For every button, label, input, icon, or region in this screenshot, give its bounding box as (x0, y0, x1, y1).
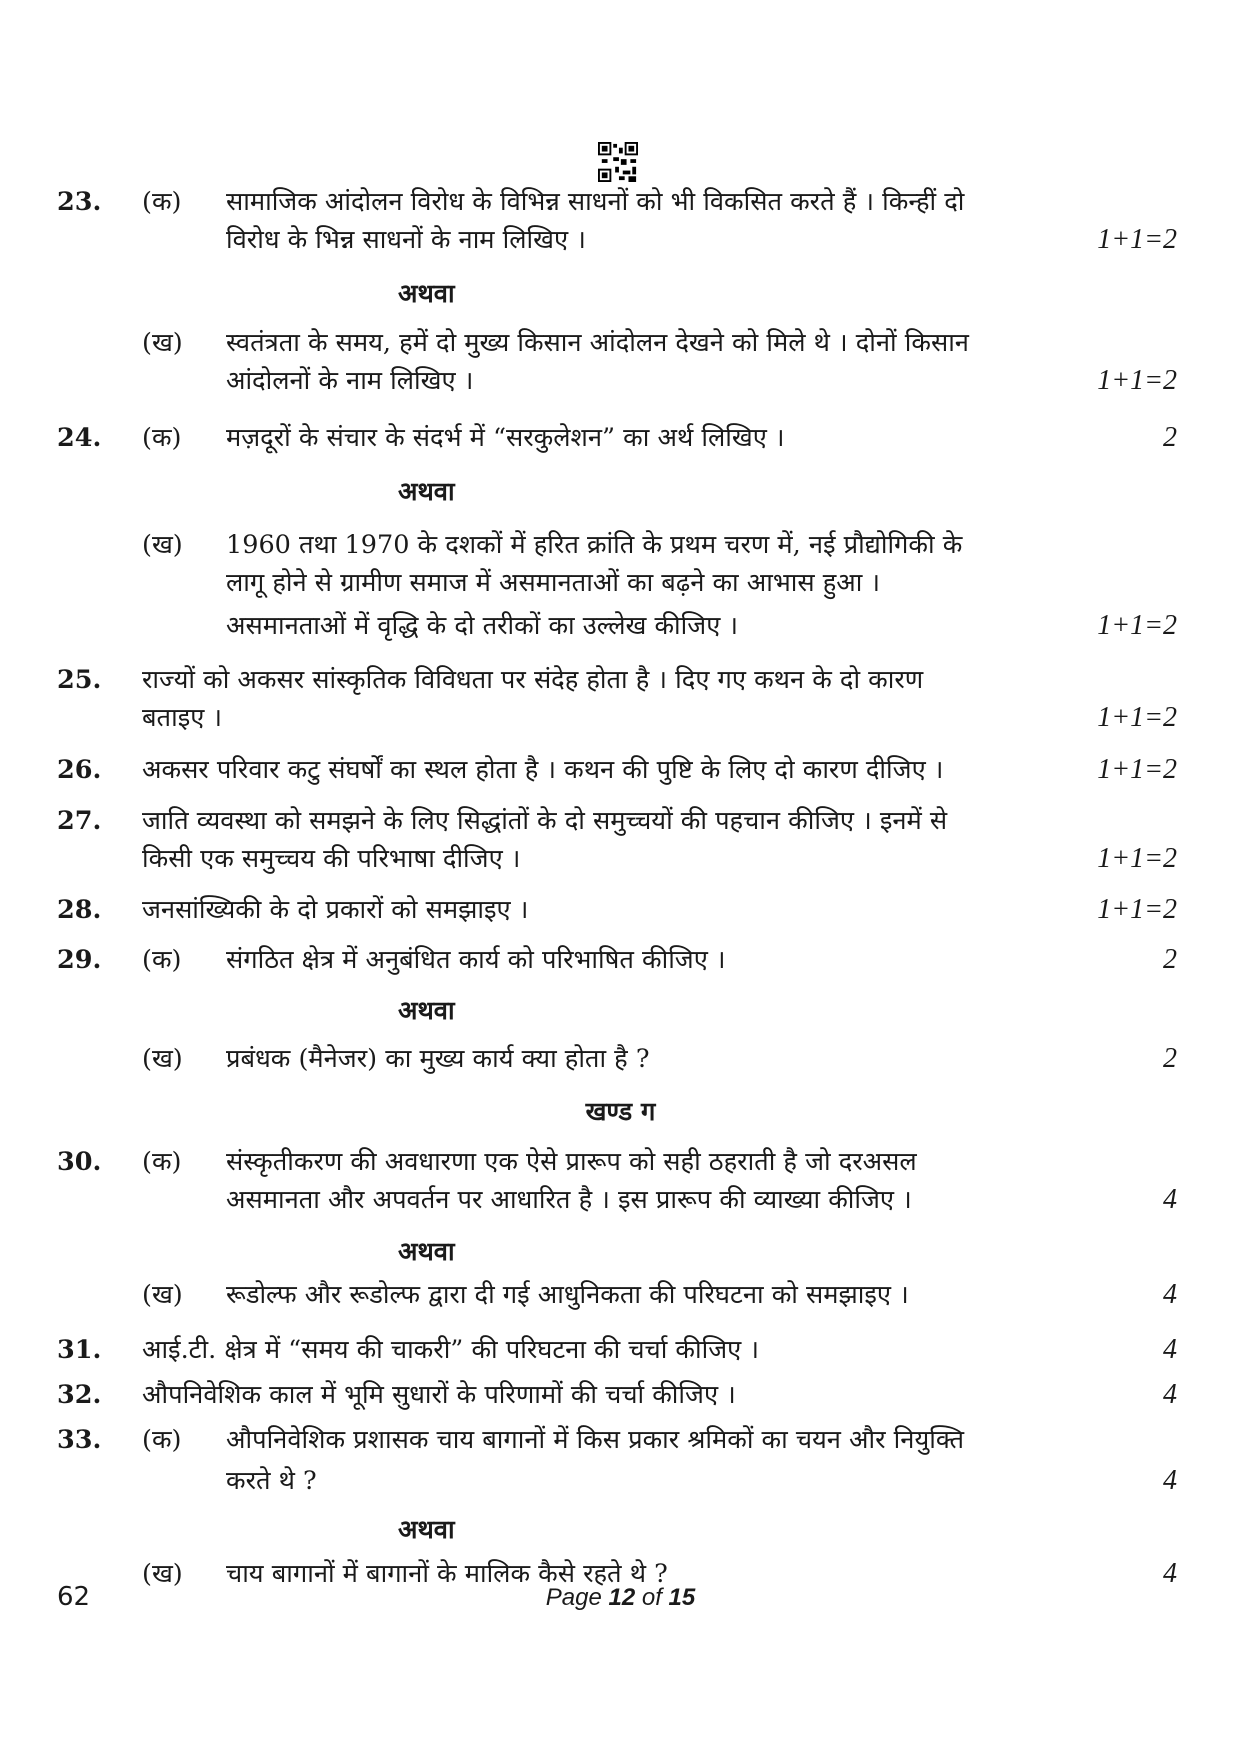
question-text: संस्कृतीकरण की अवधारणा एक ऐसे प्रारूप को सही ठहराती है जो दरअसल (226, 1147, 917, 1177)
question-text: जाति व्यवस्था को समझने के लिए सिद्धांतों के दो समुच्चयों की पहचान कीजिए । इनमें से (142, 806, 948, 836)
marks: 4 (1163, 1379, 1177, 1410)
question-number: 27. (57, 806, 102, 836)
marks: 1+1=2 (1097, 754, 1177, 785)
question-number: 28. (57, 895, 102, 925)
question-text: औपनिवेशिक काल में भूमि सुधारों के परिणामों की चर्चा कीजिए । (142, 1380, 736, 1410)
qr-code-icon (598, 142, 638, 182)
sub-label: (क) (142, 1425, 182, 1455)
marks: 4 (1163, 1465, 1177, 1496)
question-text: प्रबंधक (मैनेजर) का मुख्य कार्य क्या होता है ? (226, 1044, 650, 1074)
question-number: 25. (57, 665, 102, 695)
marks: 4 (1163, 1558, 1177, 1589)
question-text: लागू होने से ग्रामीण समाज में असमानताओं का बढ़ने का आभास हुआ । (226, 568, 881, 598)
marks: 1+1=2 (1097, 702, 1177, 733)
question-text: सामाजिक आंदोलन विरोध के विभिन्न साधनों को भी विकसित करते हैं । किन्हीं दो (226, 187, 965, 217)
question-number: 23. (57, 187, 102, 217)
marks: 1+1=2 (1097, 610, 1177, 641)
page-number (0, 1584, 1241, 1612)
question-text: मज़दूरों के संचार के संदर्भ में “सरकुलेशन” का अर्थ लिखिए । (226, 423, 785, 453)
marks: 4 (1163, 1184, 1177, 1215)
marks: 2 (1163, 422, 1177, 453)
question-number: 24. (57, 423, 102, 453)
marks: 1+1=2 (1097, 365, 1177, 396)
question-text: आंदोलनों के नाम लिखिए । (226, 366, 474, 396)
question-text: अकसर परिवार कटु संघर्षों का स्थल होता है । कथन की पुष्टि के लिए दो कारण दीजिए । (142, 755, 944, 785)
page-total: 15 (668, 1584, 696, 1611)
marks: 4 (1163, 1279, 1177, 1310)
page-of: of (635, 1584, 669, 1611)
question-text: बताइए । (142, 703, 223, 733)
question-text: स्वतंत्रता के समय, हमें दो मुख्य किसान आंदोलन देखने को मिले थे । दोनों किसान (226, 328, 969, 358)
sub-label: (ख) (142, 1044, 183, 1074)
question-number: 30. (57, 1147, 102, 1177)
sub-label: (ख) (142, 530, 183, 560)
sub-label: (ख) (142, 1559, 183, 1589)
marks: 1+1=2 (1097, 843, 1177, 874)
paper-code: 62 (57, 1582, 91, 1612)
sub-label: (क) (142, 423, 182, 453)
question-text: जनसांख्यिकी के दो प्रकारों को समझाइए । (142, 895, 529, 925)
question-text: औपनिवेशिक प्रशासक चाय बागानों में किस प्रकार श्रमिकों का चयन और नियुक्ति (226, 1425, 965, 1455)
sub-label: (ख) (142, 1280, 183, 1310)
question-text: असमानता और अपवर्तन पर आधारित है । इस प्रारूप की व्याख्या कीजिए । (226, 1185, 912, 1215)
marks: 1+1=2 (1097, 224, 1177, 255)
exam-page: 23. (क) सामाजिक आंदोलन विरोध के विभिन्न साधनों को भी विकसित करते हैं । किन्हीं दो विरोध के भिन्न साधनों के नाम लिखिए । 1+1=2 अथवा (ख) स्वतंत्रता के समय, हमें दो मुख्य किसान आंदोलन देखने को मिले थे । दोनों किसान आंदोलनों के नाम लिखिए । 1+1=2 24. (क) मज़दूरों के संचार के संदर्भ में “सरकुलेशन” का अर्थ लिखिए । 2 अथवा (ख) 1960 तथा 1970 के दशकों में हरित क्रांति के प्रथम चरण में, नई प्रौद्योगिकी के लागू होने से ग्रामीण समाज में असमानताओं का बढ़ने का आभास हुआ । असमानताओं में वृद्धि के दो तरीकों का उल्लेख कीजिए । 1+1=2 25. राज्यों को अकसर सांस्कृतिक विविधता पर संदेह होता है । दिए गए कथन के दो कारण बताइए । 1+1=2 26. अकसर परिवार कटु संघर्षों का स्थल होता है । कथन की पुष्टि के लिए दो कारण दीजिए । 1+1=2 27. जाति व्यवस्था को समझने के लिए सिद्धांतों के दो समुच्चयों की पहचान कीजिए । इनमें से किसी एक समुच्चय की परिभाषा दीजिए । 1+1=2 28. जनसांख्यिकी के दो प्रकारों को समझाइए । 1+1=2 29. (क) संगठित क्षेत्र में अनुबंधित कार्य को परिभाषित कीजिए । 2 अथवा (ख) प्रबंधक (मैनेजर) का मुख्य कार्य क्या होता है ? 2 खण्ड ग 30. (क) संस्कृतीकरण की अवधारणा एक ऐसे प्रारूप को सही ठहराती है जो दरअसल असमानता और अपवर्तन पर आधारित है । इस प्रारूप की व्याख्या कीजिए । 4 अथवा (ख) रूडोल्फ और रूडोल्फ द्वारा दी गई आधुनिकता की परिघटना को समझाइए । 4 31. आई.टी. क्षेत्र में “समय की चाकरी” की परिघटना की चर्चा कीजिए । 4 32. औपनिवेशिक काल में भूमि सुधारों के परिणामों की चर्चा कीजिए । 4 33. (क) औपनिवेशिक प्रशासक चाय बागानों में किस प्रकार श्रमिकों का चयन और नियुक्ति करते थे ? 4 अथवा (ख) चाय बागानों में बागानों के मालिक कैसे रहते थे ? 4 62 Page 12 of 15 (0, 0, 1241, 1755)
question-text: करते थे ? (226, 1466, 317, 1496)
question-number: 31. (57, 1335, 102, 1365)
question-text: चाय बागानों में बागानों के मालिक कैसे रहते थे ? (226, 1559, 668, 1589)
sub-label: (ख) (142, 328, 183, 358)
page-current: 12 (608, 1584, 636, 1611)
question-text: संगठित क्षेत्र में अनुबंधित कार्य को परिभाषित कीजिए । (226, 945, 726, 975)
sub-label: (क) (142, 945, 182, 975)
question-text: किसी एक समुच्चय की परिभाषा दीजिए । (142, 844, 521, 874)
question-text: विरोध के भिन्न साधनों के नाम लिखिए । (226, 225, 586, 255)
question-number: 32. (57, 1380, 102, 1410)
marks: 1+1=2 (1097, 894, 1177, 925)
question-number: 33. (57, 1425, 102, 1455)
page-prefix: Page (545, 1584, 609, 1611)
question-number: 29. (57, 945, 102, 975)
question-text: असमानताओं में वृद्धि के दो तरीकों का उल्लेख कीजिए । (226, 611, 739, 641)
question-number: 26. (57, 755, 102, 785)
question-text: रूडोल्फ और रूडोल्फ द्वारा दी गई आधुनिकता की परिघटना को समझाइए । (226, 1280, 909, 1310)
sub-label: (क) (142, 1147, 182, 1177)
sub-label: (क) (142, 187, 182, 217)
marks: 2 (1163, 944, 1177, 975)
question-text: राज्यों को अकसर सांस्कृतिक विविधता पर संदेह होता है । दिए गए कथन के दो कारण (142, 665, 924, 695)
marks: 4 (1163, 1334, 1177, 1365)
question-text: 1960 तथा 1970 के दशकों में हरित क्रांति के प्रथम चरण में, नई प्रौद्योगिकी के (226, 530, 963, 560)
question-text: आई.टी. क्षेत्र में “समय की चाकरी” की परिघटना की चर्चा कीजिए । (142, 1335, 760, 1365)
marks: 2 (1163, 1043, 1177, 1074)
